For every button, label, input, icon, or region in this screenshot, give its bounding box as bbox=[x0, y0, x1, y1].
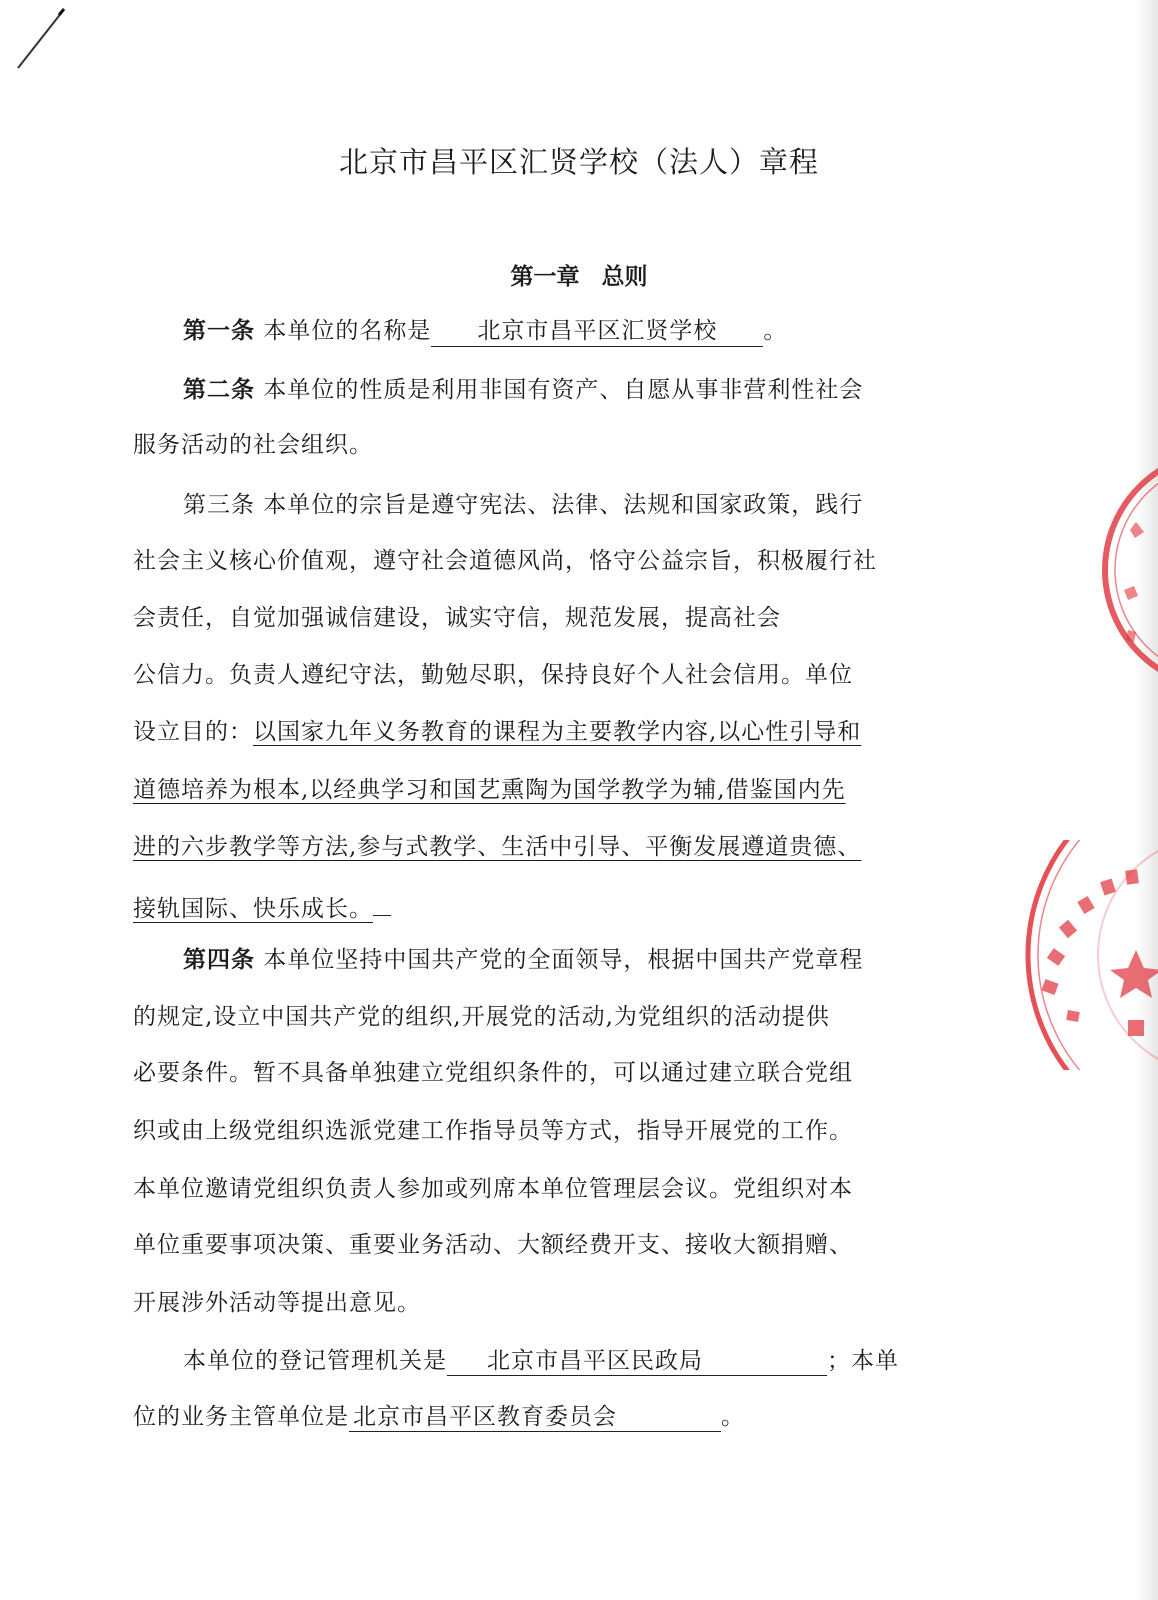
supervisor-blank: 北京市昌平区教育委员会 bbox=[349, 1402, 721, 1432]
article-1-end: 。 bbox=[763, 318, 788, 344]
registration-line-1-suffix: ；本单 bbox=[827, 1348, 899, 1374]
article-2-line-2: 服务活动的社会组织。 bbox=[133, 432, 373, 458]
article-3-line-2: 社会主义核心价值观，遵守社会道德风尚，恪守公益宗旨，积极履行社 bbox=[133, 548, 877, 574]
chapter-name: 总则 bbox=[601, 264, 648, 290]
registration-line-2-suffix: 。 bbox=[721, 1404, 745, 1430]
article-4-line-4: 织或由上级党组织选派党建工作指导员等方式，指导开展党的工作。 bbox=[133, 1118, 853, 1144]
pen-stroke-mark bbox=[12, 4, 72, 74]
article-4-line-6: 单位重要事项决策、重要业务活动、大额经费开支、接收大额捐赠、 bbox=[133, 1232, 853, 1258]
article-3-line-1: 第三条 本单位的宗旨是遵守宪法、法律、法规和国家政策，践行 bbox=[183, 492, 864, 518]
purpose-text-end: 接轨国际、快乐成长。 bbox=[133, 896, 373, 922]
school-name-blank: 北京市昌平区汇贤学校 bbox=[431, 316, 763, 347]
article-3-line-8 bbox=[133, 889, 391, 924]
purpose-label: 设立目的： bbox=[133, 719, 253, 745]
document-title: 北京市昌平区汇贤学校（法人）章程 bbox=[338, 145, 819, 179]
article-3-line-4: 公信力。负责人遵纪守法，勤勉尽职，保持良好个人社会信用。单位 bbox=[133, 662, 853, 688]
supervisor-label: 位的业务主管单位是 bbox=[133, 1404, 349, 1430]
registration-authority-label: 本单位的登记管理机关是 bbox=[183, 1348, 447, 1374]
article-4-label: 第四条 bbox=[183, 947, 255, 973]
red-seal-partial-upper bbox=[1088, 440, 1158, 700]
purpose-text-1: 以国家九年义务教育的课程为主要教学内容,以心性引导和 bbox=[253, 719, 862, 745]
article-1 bbox=[183, 316, 787, 347]
registration-line-1 bbox=[183, 1346, 899, 1376]
article-4-line-2: 的规定,设立中国共产党的组织,开展党的活动,为党组织的活动提供 bbox=[133, 1004, 830, 1030]
article-3-line-3: 会责任，自觉加强诚信建设，诚实守信，规范发展，提高社会 bbox=[133, 605, 781, 631]
chapter-label: 第一章 bbox=[510, 264, 580, 290]
article-4-text: 本单位坚持中国共产党的全面领导，根据中国共产党章程 bbox=[263, 947, 864, 973]
red-seal-partial-lower bbox=[1008, 840, 1158, 1070]
article-4-line-1 bbox=[183, 945, 863, 975]
article-4-line-7: 开展涉外活动等提出意见。 bbox=[133, 1290, 421, 1316]
article-3-line-7: 进的六步教学等方法,参与式教学、生活中引导、平衡发展遵道贵德、 bbox=[133, 834, 862, 860]
chapter-heading bbox=[0, 258, 1158, 291]
article-3-line-5 bbox=[133, 717, 861, 747]
registration-authority-blank: 北京市昌平区民政局 bbox=[447, 1346, 827, 1376]
article-2-line-1 bbox=[183, 375, 863, 405]
article-1-label: 第一条 bbox=[183, 318, 255, 344]
registration-line-2 bbox=[133, 1402, 745, 1432]
scan-edge-shadow bbox=[1136, 0, 1158, 1600]
article-4-line-3: 必要条件。暂不具备单独建立党组织条件的，可以通过建立联合党组 bbox=[133, 1060, 853, 1086]
article-4-line-5: 本单位邀请党组织负责人参加或列席本单位管理层会议。党组织对本 bbox=[133, 1176, 853, 1202]
article-2-label: 第二条 bbox=[183, 377, 255, 403]
underline-tail bbox=[373, 889, 391, 916]
article-3-line-6: 道德培养为根本,以经典学习和国艺熏陶为国学教学为辅,借鉴国内先 bbox=[133, 777, 846, 803]
article-1-text: 本单位的名称是 bbox=[263, 318, 432, 344]
article-2-text: 本单位的性质是利用非国有资产、自愿从事非营利性社会 bbox=[263, 377, 864, 403]
